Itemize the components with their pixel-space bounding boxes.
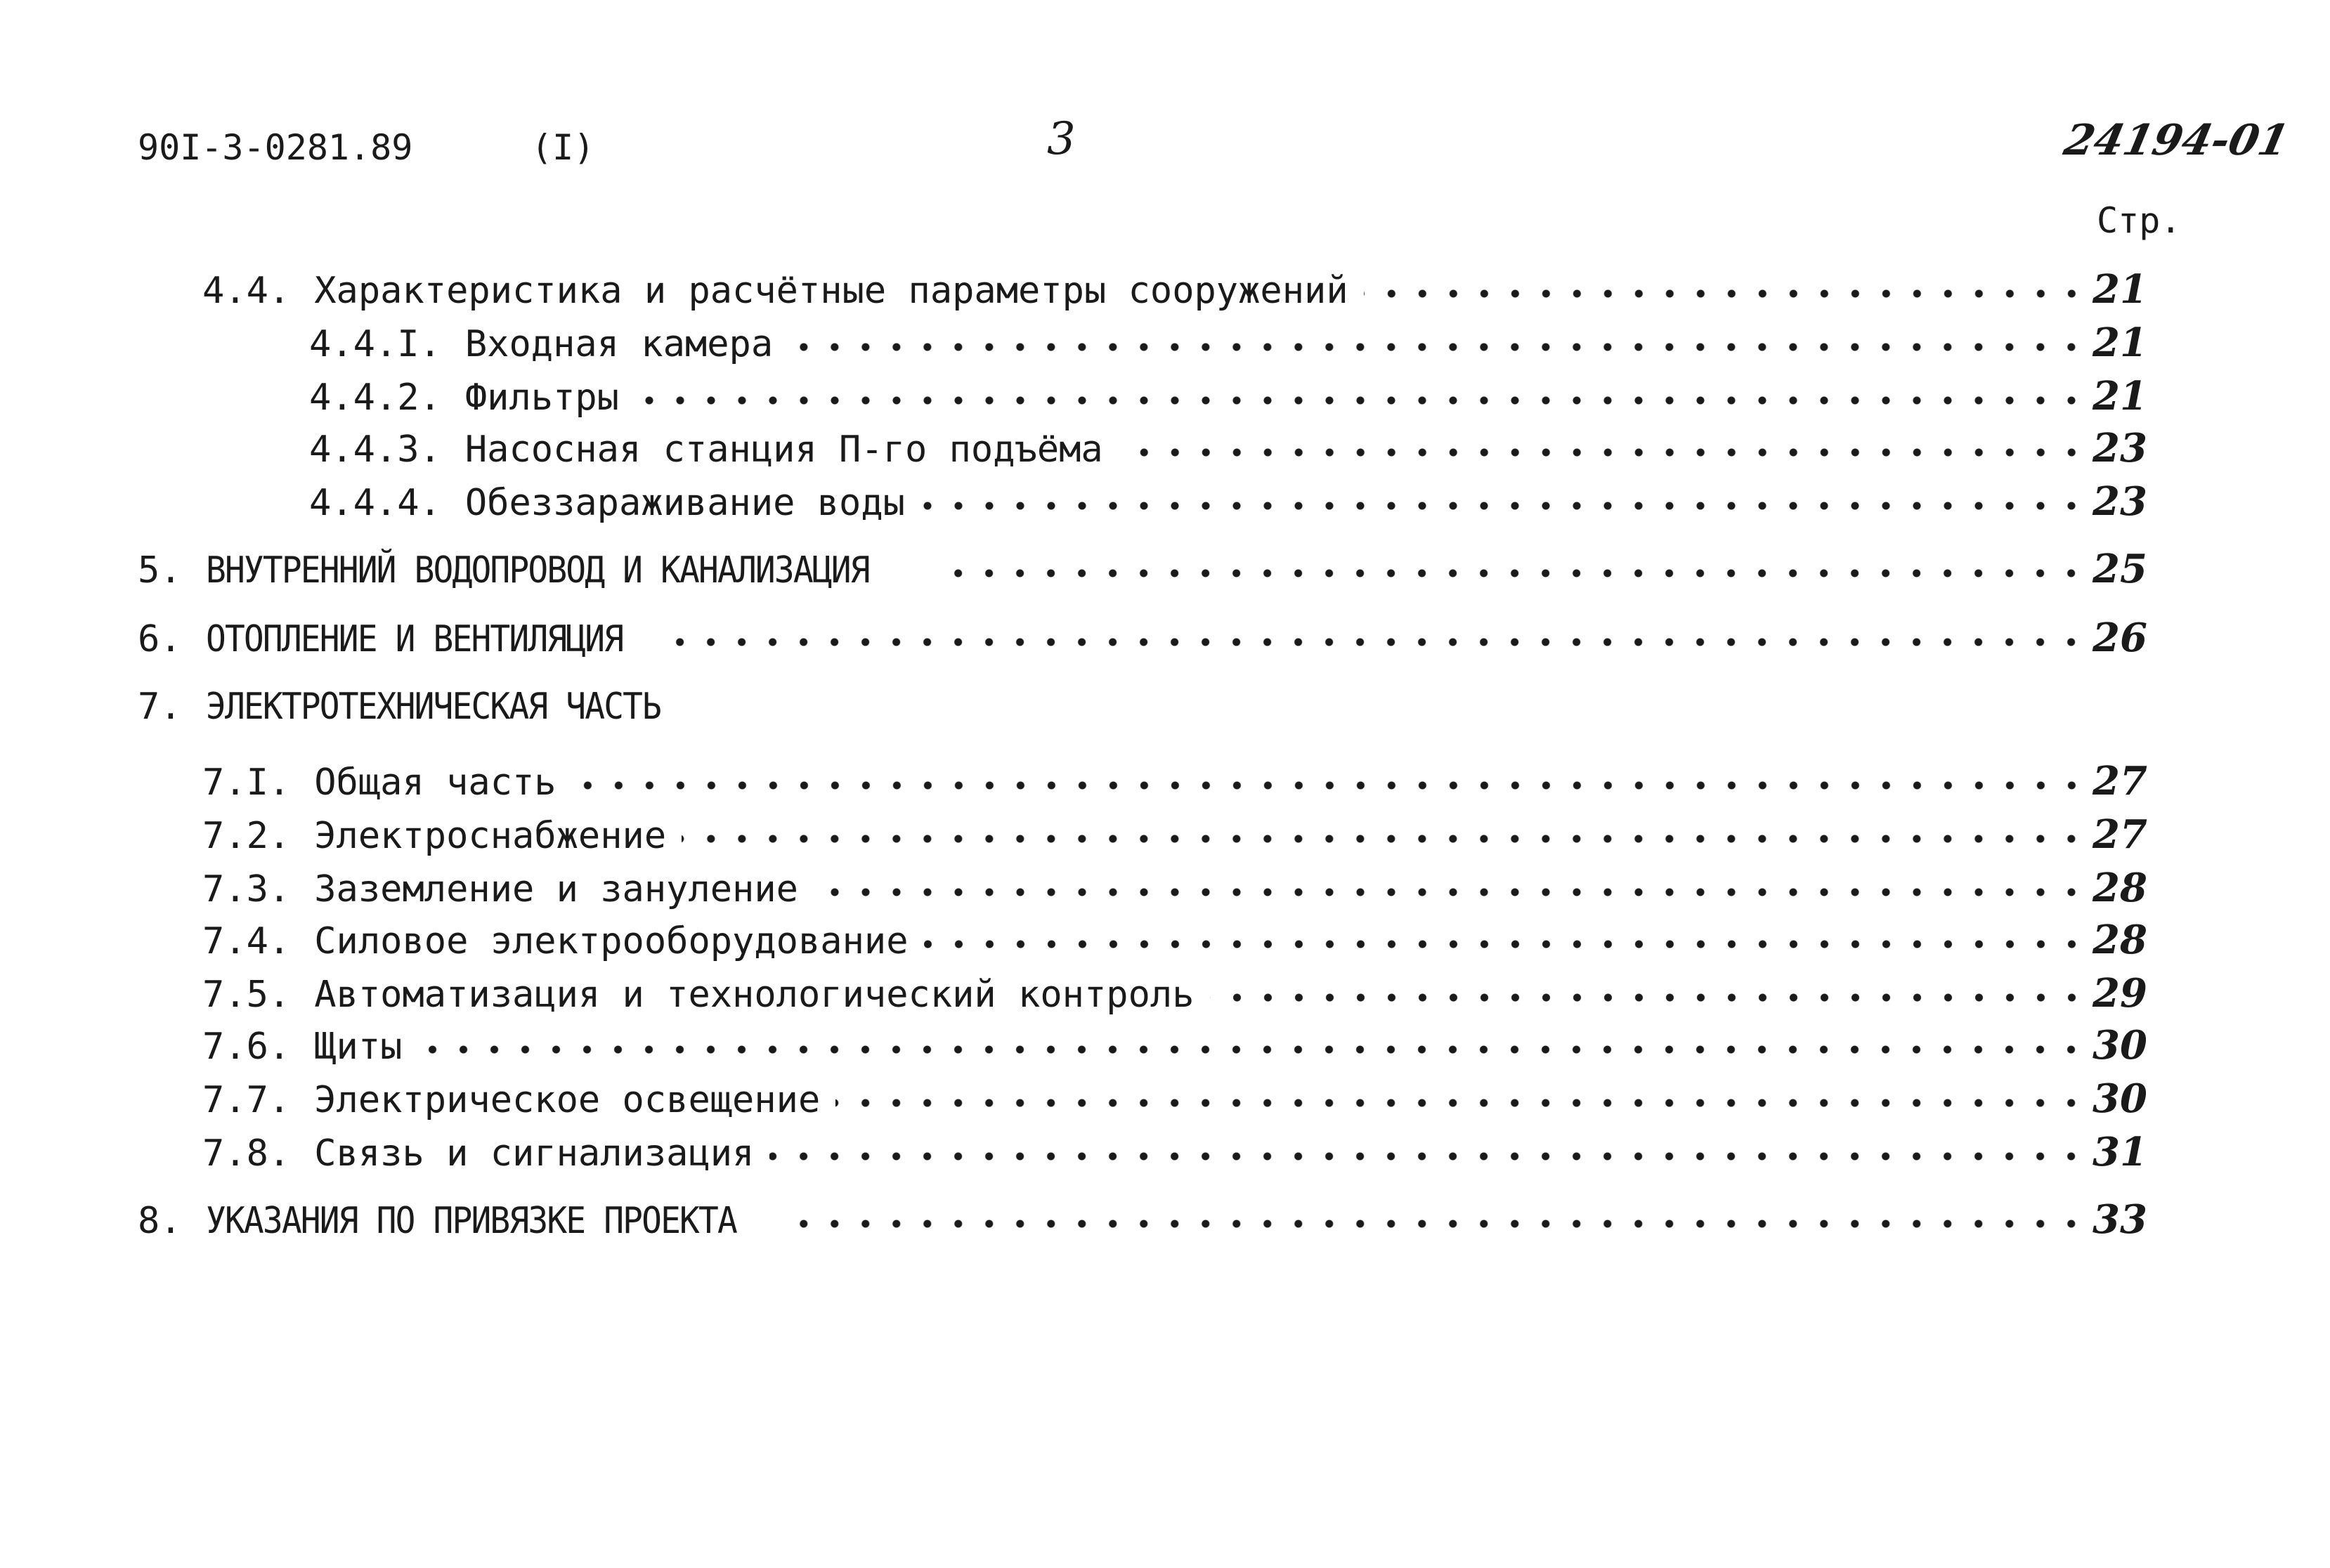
toc-entry-title: Электрическое освещение xyxy=(314,1079,821,1121)
toc-entry-title: Силовое электрооборудование xyxy=(314,920,909,962)
toc-entry-title: Общая часть xyxy=(314,762,557,804)
dot-leader xyxy=(1210,991,2088,1005)
dot-leader xyxy=(1364,287,2087,301)
toc-row xyxy=(0,263,2330,316)
toc-entry-number: 7. xyxy=(138,686,182,728)
dot-leader xyxy=(417,1043,2087,1057)
dot-leader xyxy=(924,937,2087,951)
toc-entry-title: Обеззараживание воды xyxy=(464,482,905,524)
toc-entry-7-6 xyxy=(202,1019,2156,1072)
toc-entry-number: 6. xyxy=(138,618,182,660)
toc-row xyxy=(0,1193,2330,1246)
toc-row xyxy=(0,1072,2330,1125)
toc-entry-page: 23 xyxy=(2093,425,2147,471)
toc-entry-page: 21 xyxy=(2093,373,2147,419)
toc-entry-title: Характеристика и расчётные параметры сооружений xyxy=(314,270,1348,312)
toc-row xyxy=(0,967,2330,1020)
dot-leader xyxy=(835,1096,2087,1110)
toc-row xyxy=(0,370,2330,423)
toc-entry-page: 29 xyxy=(2093,970,2147,1017)
toc-entry-title: Автоматизация и технологический контроль xyxy=(314,974,1195,1016)
toc-entry-page: 21 xyxy=(2093,320,2147,366)
toc-entry-7-7 xyxy=(202,1072,2156,1125)
toc-entry-page: 27 xyxy=(2093,758,2147,804)
inventory-number: 24194-01 xyxy=(2059,116,2293,165)
toc-entry-8 xyxy=(138,1193,2156,1246)
toc-entry-title: Щиты xyxy=(314,1026,403,1068)
toc-row xyxy=(0,422,2330,475)
toc-entry-title: Фильтры xyxy=(464,377,619,419)
toc-entry-page: 23 xyxy=(2093,478,2147,525)
dot-leader xyxy=(798,1217,2087,1231)
toc-entry-number: 7.8. xyxy=(202,1132,291,1175)
dot-leader xyxy=(572,778,2087,792)
dot-leader xyxy=(788,340,2087,354)
toc-entry-7-3 xyxy=(202,861,2156,915)
page-column-label: Стр. xyxy=(2097,200,2182,241)
toc-entry-number: 4.4.2. xyxy=(309,377,441,419)
toc-entry-number: 7.4. xyxy=(202,920,291,962)
toc-entry-4-4-3 xyxy=(309,422,2156,475)
toc-row xyxy=(0,754,2330,808)
toc-row xyxy=(0,1125,2330,1179)
toc-row xyxy=(0,611,2330,665)
toc-entry-title: Входная камера xyxy=(464,323,774,365)
toc-entry-7 xyxy=(138,680,700,733)
toc-entry-title: Электроснабжение xyxy=(314,815,667,857)
toc-entry-4-4-2 xyxy=(309,370,2156,423)
document-code: 90I-3-0281.89 xyxy=(138,127,413,168)
dot-leader xyxy=(1119,445,2087,459)
toc-row xyxy=(0,542,2330,596)
toc-entry-number: 7.5. xyxy=(202,974,291,1016)
toc-entry-number: 7.7. xyxy=(202,1079,291,1121)
toc-entry-page: 28 xyxy=(2093,865,2147,911)
page-number: 3 xyxy=(1047,113,1076,165)
dot-leader xyxy=(920,499,2087,513)
toc-entry-number: 7.3. xyxy=(202,868,291,910)
toc-entry-number: 4.4. xyxy=(202,270,291,312)
toc-row xyxy=(0,1019,2330,1072)
toc-entry-4-4-1 xyxy=(309,316,2156,370)
toc-entry-title: ОТОПЛЕНИЕ И ВЕНТИЛЯЦИЯ xyxy=(205,618,623,660)
toc-row xyxy=(0,913,2330,967)
toc-entry-number: 8. xyxy=(138,1200,182,1242)
dot-leader xyxy=(814,885,2087,899)
toc-entry-page: 21 xyxy=(2093,266,2147,313)
toc-entry-number: 5. xyxy=(138,549,182,592)
toc-entry-7-4 xyxy=(202,913,2156,967)
toc-entry-7-5 xyxy=(202,967,2156,1020)
toc-entry-number: 4.4.3. xyxy=(309,429,441,471)
toc-entry-page: 31 xyxy=(2093,1129,2147,1175)
toc-row xyxy=(0,316,2330,370)
toc-entry-title: Насосная станция П-го подъёма xyxy=(464,429,1103,471)
dot-leader xyxy=(942,566,2087,580)
toc-entry-4-4 xyxy=(202,263,2156,316)
toc-entry-7-8 xyxy=(202,1125,2156,1179)
document-part: (I) xyxy=(531,127,595,168)
toc-entry-page: 26 xyxy=(2093,615,2147,661)
toc-entry-page: 28 xyxy=(2093,917,2147,963)
toc-entry-number: 7.6. xyxy=(202,1026,291,1068)
dot-leader xyxy=(682,832,2087,846)
toc-entry-number: 4.4.4. xyxy=(309,482,441,524)
toc-entry-page: 25 xyxy=(2093,546,2147,592)
toc-entry-page: 33 xyxy=(2093,1196,2147,1243)
dot-leader xyxy=(634,393,2087,407)
toc-row xyxy=(0,861,2330,915)
toc-entry-number: 7.2. xyxy=(202,815,291,857)
toc-entry-page: 30 xyxy=(2093,1076,2147,1122)
toc-entry-4-4-4 xyxy=(309,475,2156,528)
toc-entry-page: 27 xyxy=(2093,811,2147,858)
toc-entry-title: УКАЗАНИЯ ПО ПРИВЯЗКЕ ПРОЕКТА xyxy=(205,1200,736,1242)
toc-entry-6 xyxy=(138,611,2156,665)
toc-entry-page: 30 xyxy=(2093,1022,2147,1069)
toc-entry-7-1 xyxy=(202,754,2156,808)
toc-entry-5 xyxy=(138,542,2156,596)
toc-entry-number: 7.I. xyxy=(202,762,291,804)
dot-leader xyxy=(769,1149,2087,1163)
dot-leader xyxy=(674,635,2087,649)
toc-entry-7-2 xyxy=(202,808,2156,861)
toc-entry-title: ВНУТРЕННИЙ ВОДОПРОВОД И КАНАЛИЗАЦИЯ xyxy=(205,549,869,592)
toc-entry-number: 4.4.I. xyxy=(309,323,441,365)
toc-entry-title: ЭЛЕКТРОТЕХНИЧЕСКАЯ ЧАСТЬ xyxy=(205,686,660,728)
toc-entry-title: Заземление и зануление xyxy=(314,868,798,910)
toc-row xyxy=(0,808,2330,861)
toc-row xyxy=(0,680,2330,733)
toc-entry-title: Связь и сигнализация xyxy=(314,1132,755,1175)
toc-row xyxy=(0,475,2330,528)
